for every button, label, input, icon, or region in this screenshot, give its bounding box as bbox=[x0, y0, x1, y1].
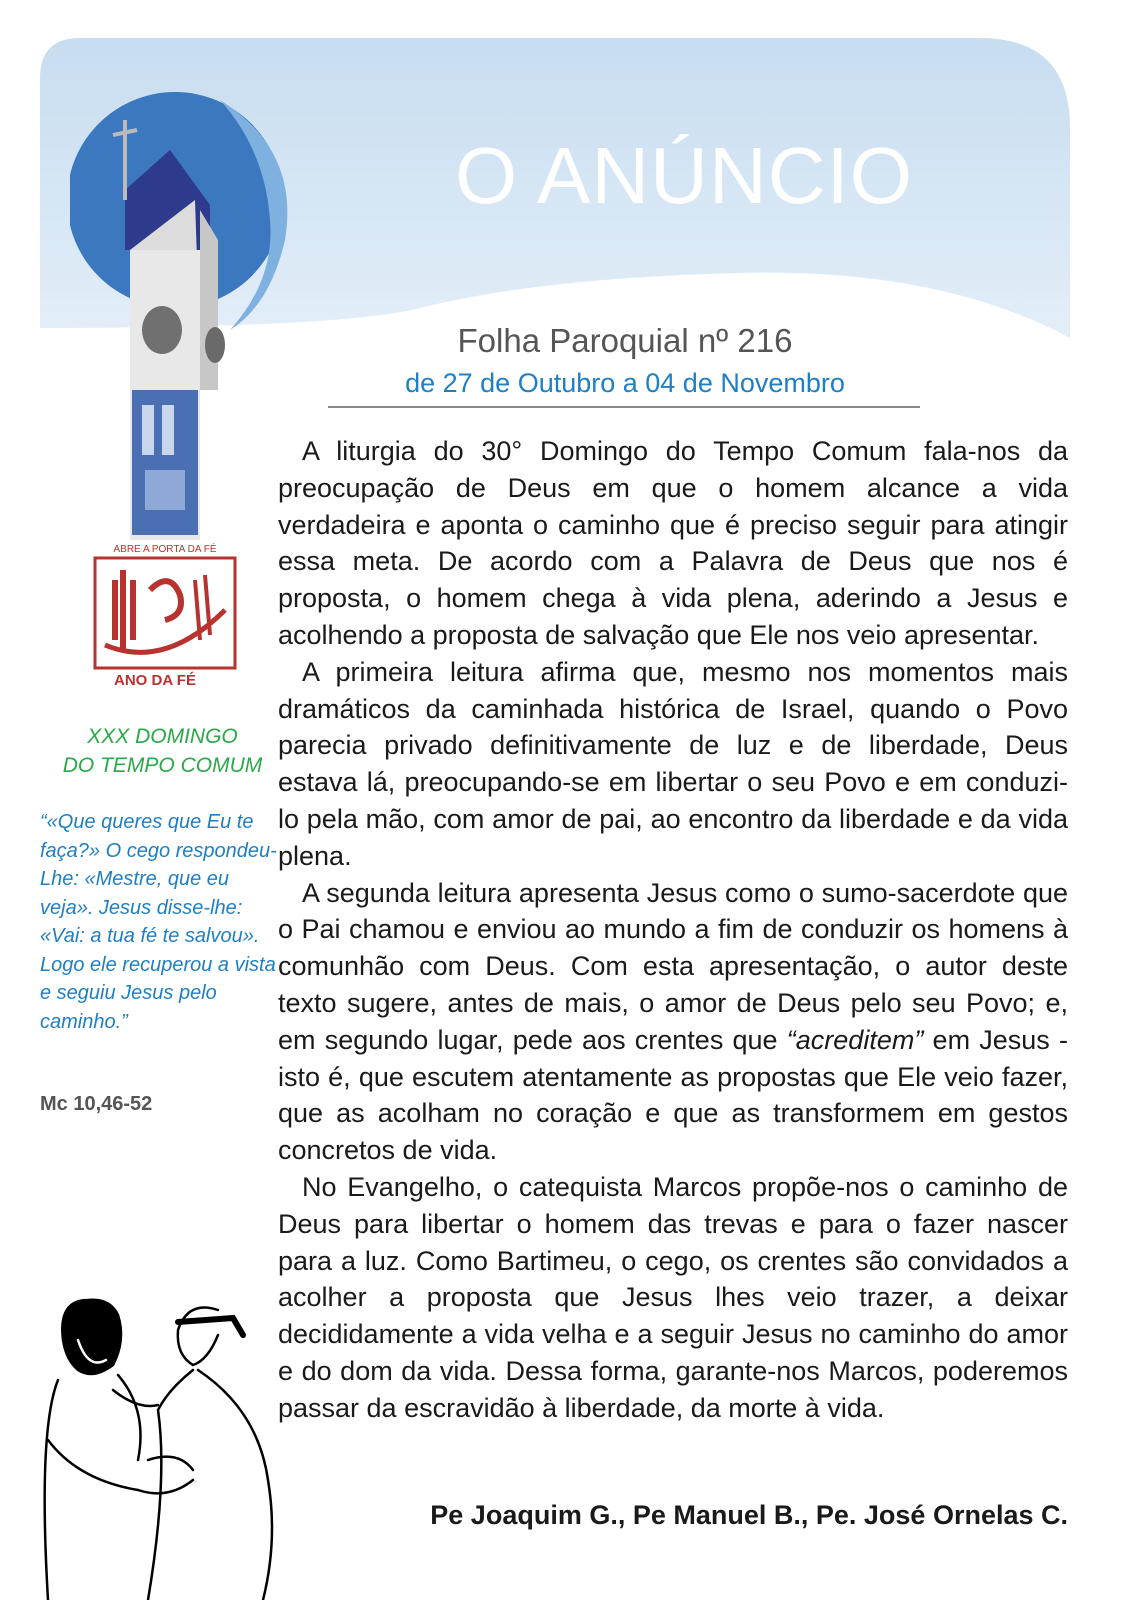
masthead-title: O ANÚNCIO bbox=[455, 131, 913, 220]
issue-dates: de 27 de Outubro a 04 de Novembro bbox=[405, 368, 845, 398]
main-article bbox=[278, 433, 1068, 1427]
ano-da-fe-logo-top-text: ABRE A PORTA DA FÉ bbox=[113, 544, 217, 555]
liturgical-day bbox=[40, 722, 285, 780]
article-paragraph: A liturgia do 30° Domingo do Tempo Comum fala-nos da preocupação de Deus em que o homem alcance a vida verdadeira e aponta o caminho que é preciso seguir para atingir essa meta. De acordo com a Palavra de Deus que nos é proposta, o homem chega à vida plena, aderindo a Jesus e acolhendo a proposta de salvação que Ele nos veio apresentar. bbox=[278, 436, 1068, 650]
ano-da-fe-logo bbox=[85, 540, 245, 690]
article-text: A segunda leitura apresenta Jesus como o sumo-sacerdote que o Pai chamou e enviou ao mundo a fim de conduzir os homens à comunhão com Deus. Com esta apresentação, o autor deste texto sugere, antes de mais, o amor de Deus pelo seu Povo; e, em segundo lugar, pede aos crentes que bbox=[278, 877, 1068, 1055]
gospel-quote: “«Que queres que Eu te faça?» O cego respondeu-Lhe: «Mestre, que eu veja». Jesus disse-lhe: «Vai: a tua fé te salvou». Logo ele recuperou a vista e seguiu Jesus pelo caminho.” bbox=[40, 811, 277, 1033]
header-divider bbox=[328, 406, 920, 408]
signature: Pe Joaquim G., Pe Manuel B., Pe. José Ornelas C. bbox=[430, 1500, 1068, 1530]
article-paragraph: No Evangelho, o catequista Marcos propõe-nos o caminho de Deus para libertar o homem das trevas e para o fazer nascer para a luz. Como Bartimeu, o cego, os crentes são convidados a acolher a proposta que Jesus lhes veio trazer, a deixar decididamente a vida velha e a seguir Jesus no caminho do amor e do dom da vida. Dessa forma, garante-nos Marcos, poderemos passar da escravidão à liberdade, da morte à vida. bbox=[278, 1171, 1068, 1423]
article-text: em Jesus - isto é, que escutem atentamente as propostas que Ele veio fazer, que as acolham no coração e que as transformem em gestos concretos de vida. bbox=[278, 1024, 1068, 1166]
jesus-healing-illustration bbox=[18, 1280, 288, 1600]
article-emphasis: “acreditem” bbox=[786, 1024, 924, 1055]
gospel-reference: Mc 10,46-52 bbox=[40, 1093, 153, 1115]
church-tower-logo bbox=[70, 90, 310, 540]
ano-da-fe-logo-bottom-text: ANO DA FÉ bbox=[114, 672, 196, 689]
liturgical-day-line2: DO TEMPO COMUM bbox=[62, 754, 263, 777]
issue-title: Folha Paroquial nº 216 bbox=[457, 322, 793, 359]
article-paragraph: A primeira leitura afirma que, mesmo nos momentos mais dramáticos da caminhada histórica de Israel, quando o Povo parecia privado definitivamente de luz e de liberdade, Deus estava lá, preocupando-se em libertar o seu Povo e em conduzi-lo pela mão, com amor de pai, ao encontro da liberdade e da vida plena. bbox=[278, 656, 1068, 871]
article-paragraph bbox=[278, 875, 1068, 1169]
liturgical-day-line1: XXX DOMINGO bbox=[87, 725, 238, 748]
